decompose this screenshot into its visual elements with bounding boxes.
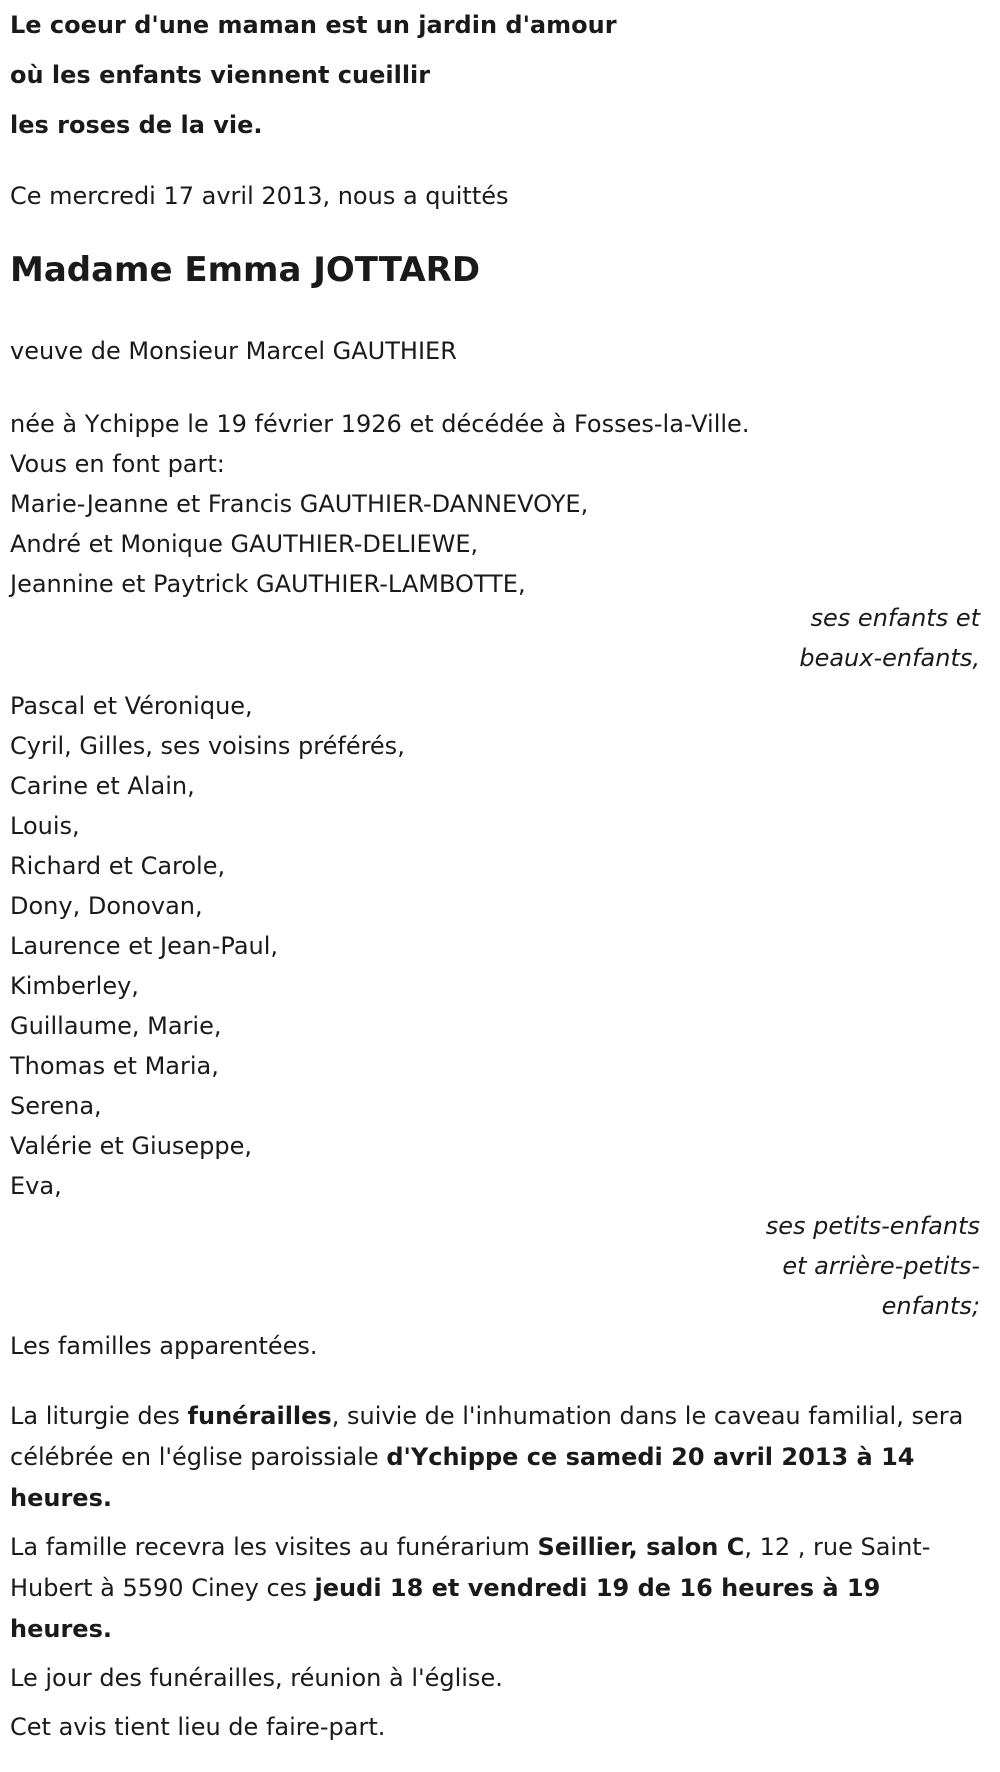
deceased-name: Madame Emma JOTTARD (10, 250, 481, 290)
widow-of-line: veuve de Monsieur Marcel GAUTHIER (10, 337, 457, 365)
list-item: Thomas et Maria, (10, 1052, 219, 1080)
children-list (10, 444, 1000, 604)
families-line: Les familles apparentées. (10, 1332, 318, 1360)
list-item: Dony, Donovan, (10, 892, 203, 920)
closing-line: Cet avis tient lieu de faire-part. (10, 1713, 386, 1741)
relation-line: ses petits-enfants (765, 1212, 980, 1240)
list-item: André et Monique GAUTHIER-DELIEWE, (10, 530, 479, 558)
relation-line: beaux-enfants, (799, 644, 980, 672)
list-item: Cyril, Gilles, ses voisins préférés, (10, 732, 405, 760)
relation-line: ses enfants et (810, 604, 980, 632)
visits-bold: jeudi 18 et vendredi 19 de 16 heures à 19 heures. (10, 1574, 881, 1643)
list-item: Valérie et Giuseppe, (10, 1132, 253, 1160)
relation-line: et arrière-petits- (782, 1252, 980, 1280)
birth-death-line: née à Ychippe le 19 février 1926 et décédée à Fosses-la-Ville. (10, 410, 750, 438)
funeral-bold: funérailles (187, 1402, 332, 1430)
visits-text: , 12 , rue Saint-Hubert à 5590 Ciney ces (10, 1533, 931, 1602)
funeral-text: La liturgie des (10, 1402, 188, 1430)
visits-text: La famille recevra les visites au funérarium (10, 1533, 538, 1561)
grandchildren-list (10, 686, 1000, 1206)
list-item: Kimberley, (10, 972, 139, 1000)
list-item: Pascal et Véronique, (10, 692, 253, 720)
list-item: Richard et Carole, (10, 852, 226, 880)
children-relation (10, 598, 1000, 678)
visits-bold: Seillier, salon C (537, 1533, 745, 1561)
relation-line: enfants; (881, 1292, 980, 1320)
poem-line: les roses de la vie. (10, 111, 263, 139)
announce-intro: Vous en font part: (10, 450, 225, 478)
list-item: Serena, (10, 1092, 102, 1120)
list-item: Marie-Jeanne et Francis GAUTHIER-DANNEVOYE, (10, 490, 589, 518)
list-item: Guillaume, Marie, (10, 1012, 222, 1040)
grandchildren-relation (10, 1206, 1000, 1326)
list-item: Louis, (10, 812, 80, 840)
list-item: Eva, (10, 1172, 62, 1200)
poem (10, 0, 1000, 150)
funeral-bold: d'Ychippe ce samedi 20 avril 2013 à 14 heures. (10, 1443, 915, 1512)
death-date-line: Ce mercredi 17 avril 2013, nous a quittés (10, 182, 509, 210)
list-item: Laurence et Jean-Paul, (10, 932, 279, 960)
list-item: Carine et Alain, (10, 772, 195, 800)
funeral-paragraph (10, 1396, 990, 1519)
funeral-text: , suivie de l'inhumation dans le caveau familial, sera célébrée en l'église paroissiale (10, 1402, 964, 1471)
meeting-line: Le jour des funérailles, réunion à l'église. (10, 1664, 503, 1692)
list-item: Jeannine et Paytrick GAUTHIER-LAMBOTTE, (10, 570, 526, 598)
poem-line: où les enfants viennent cueillir (10, 61, 431, 89)
visits-paragraph (10, 1527, 990, 1650)
poem-line: Le coeur d'une maman est un jardin d'amour (10, 11, 617, 39)
